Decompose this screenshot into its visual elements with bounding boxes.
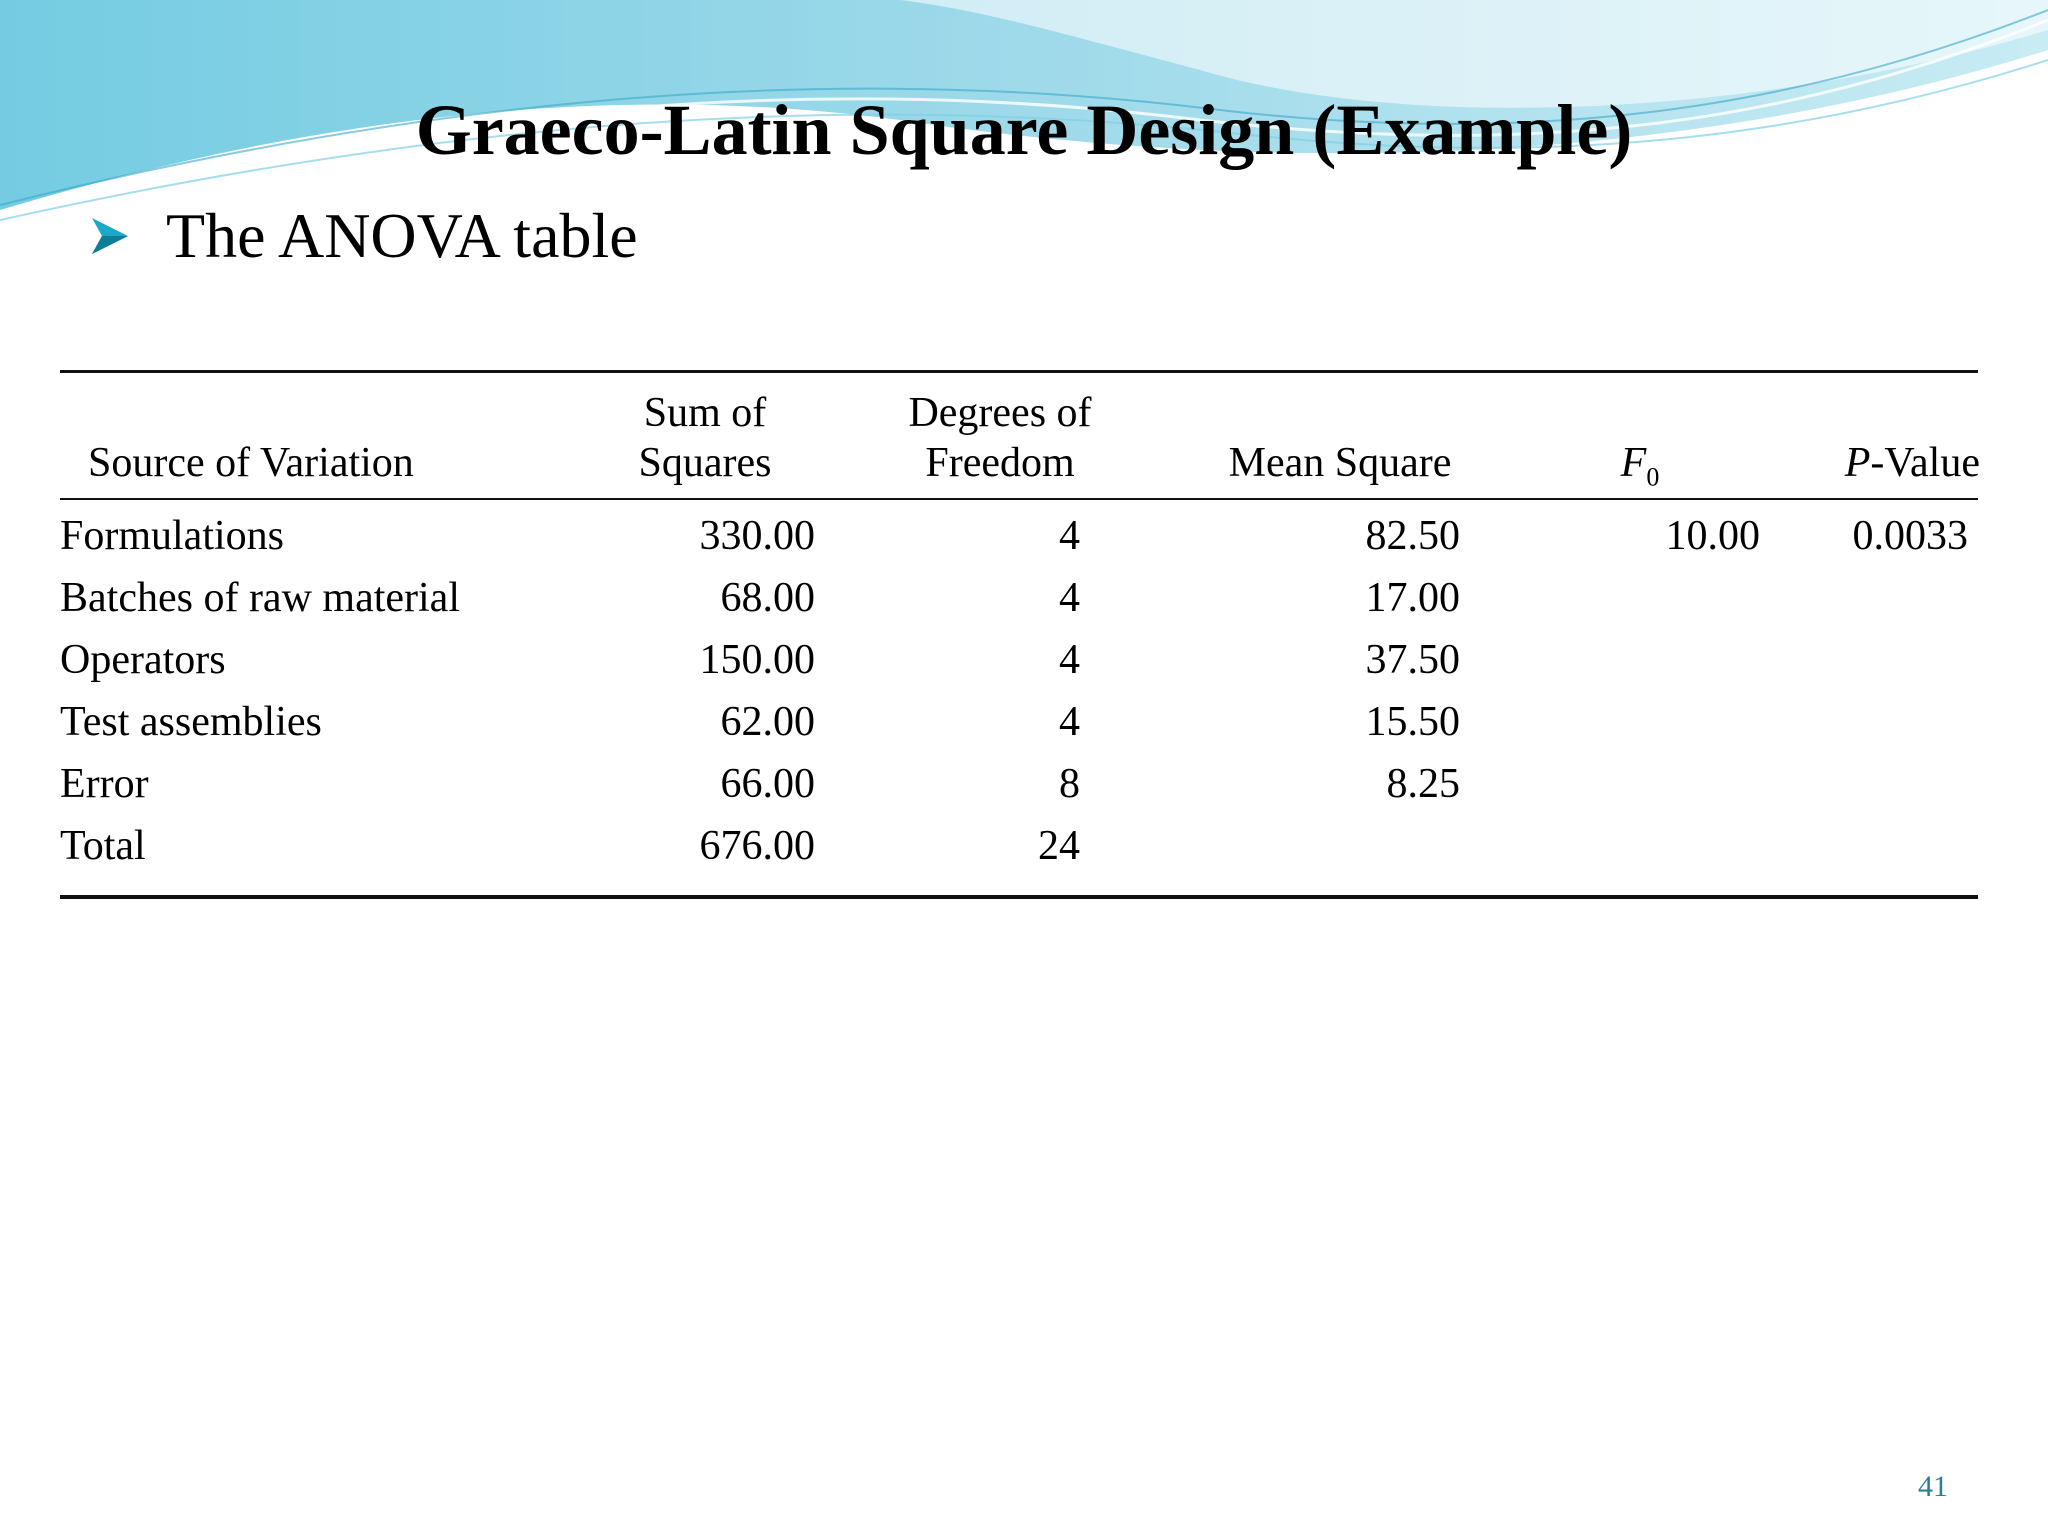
header-sum-of-squares: Sum of Squares: [638, 390, 772, 486]
table-header-rule: [60, 498, 1978, 500]
ss-cell: 66.00: [720, 761, 815, 807]
ms-cell: 17.00: [1365, 575, 1460, 621]
ms-cell: 15.50: [1365, 699, 1460, 745]
f0-cell: 10.00: [1665, 513, 1760, 559]
ss-cell: 150.00: [699, 637, 815, 683]
table-top-rule: [60, 370, 1978, 373]
ss-cell: 62.00: [720, 699, 815, 745]
source-cell: Test assemblies: [60, 699, 322, 745]
ms-cell: 8.25: [1386, 761, 1460, 807]
header-mean-square: Mean Square: [1228, 440, 1452, 486]
source-cell: Batches of raw material: [60, 575, 460, 621]
ss-cell: 68.00: [720, 575, 815, 621]
table-bottom-rule: [60, 895, 1978, 899]
bullet-text: The ANOVA table: [166, 200, 638, 271]
df-cell: 4: [1059, 699, 1080, 745]
source-cell: Operators: [60, 637, 226, 683]
df-cell: 24: [1038, 823, 1080, 869]
p-value-cell: 0.0033: [1852, 513, 1968, 559]
bullet-point: [88, 196, 638, 276]
ms-cell: 82.50: [1365, 513, 1460, 559]
source-cell: Formulations: [60, 513, 285, 559]
source-cell: Error: [60, 761, 149, 807]
ss-cell: 330.00: [699, 513, 815, 559]
header-degrees-of-freedom: Degrees of Freedom: [908, 390, 1092, 486]
arrowhead-bullet-icon: [88, 214, 132, 258]
header-p-value: P-Value: [1844, 440, 1980, 486]
df-cell: 8: [1059, 761, 1080, 807]
df-cell: 4: [1059, 513, 1080, 559]
df-cell: 4: [1059, 575, 1080, 621]
page-number: 41: [1918, 1470, 1948, 1503]
header-source-of-variation: Source of Variation: [88, 440, 414, 486]
header-f0: $F_0$: [1620, 440, 1660, 492]
source-cell: Total: [60, 823, 146, 869]
slide-title: Graeco-Latin Square Design (Example): [415, 90, 1633, 170]
ss-cell: 676.00: [699, 823, 815, 869]
df-cell: 4: [1059, 637, 1080, 683]
ms-cell: 37.50: [1365, 637, 1460, 683]
